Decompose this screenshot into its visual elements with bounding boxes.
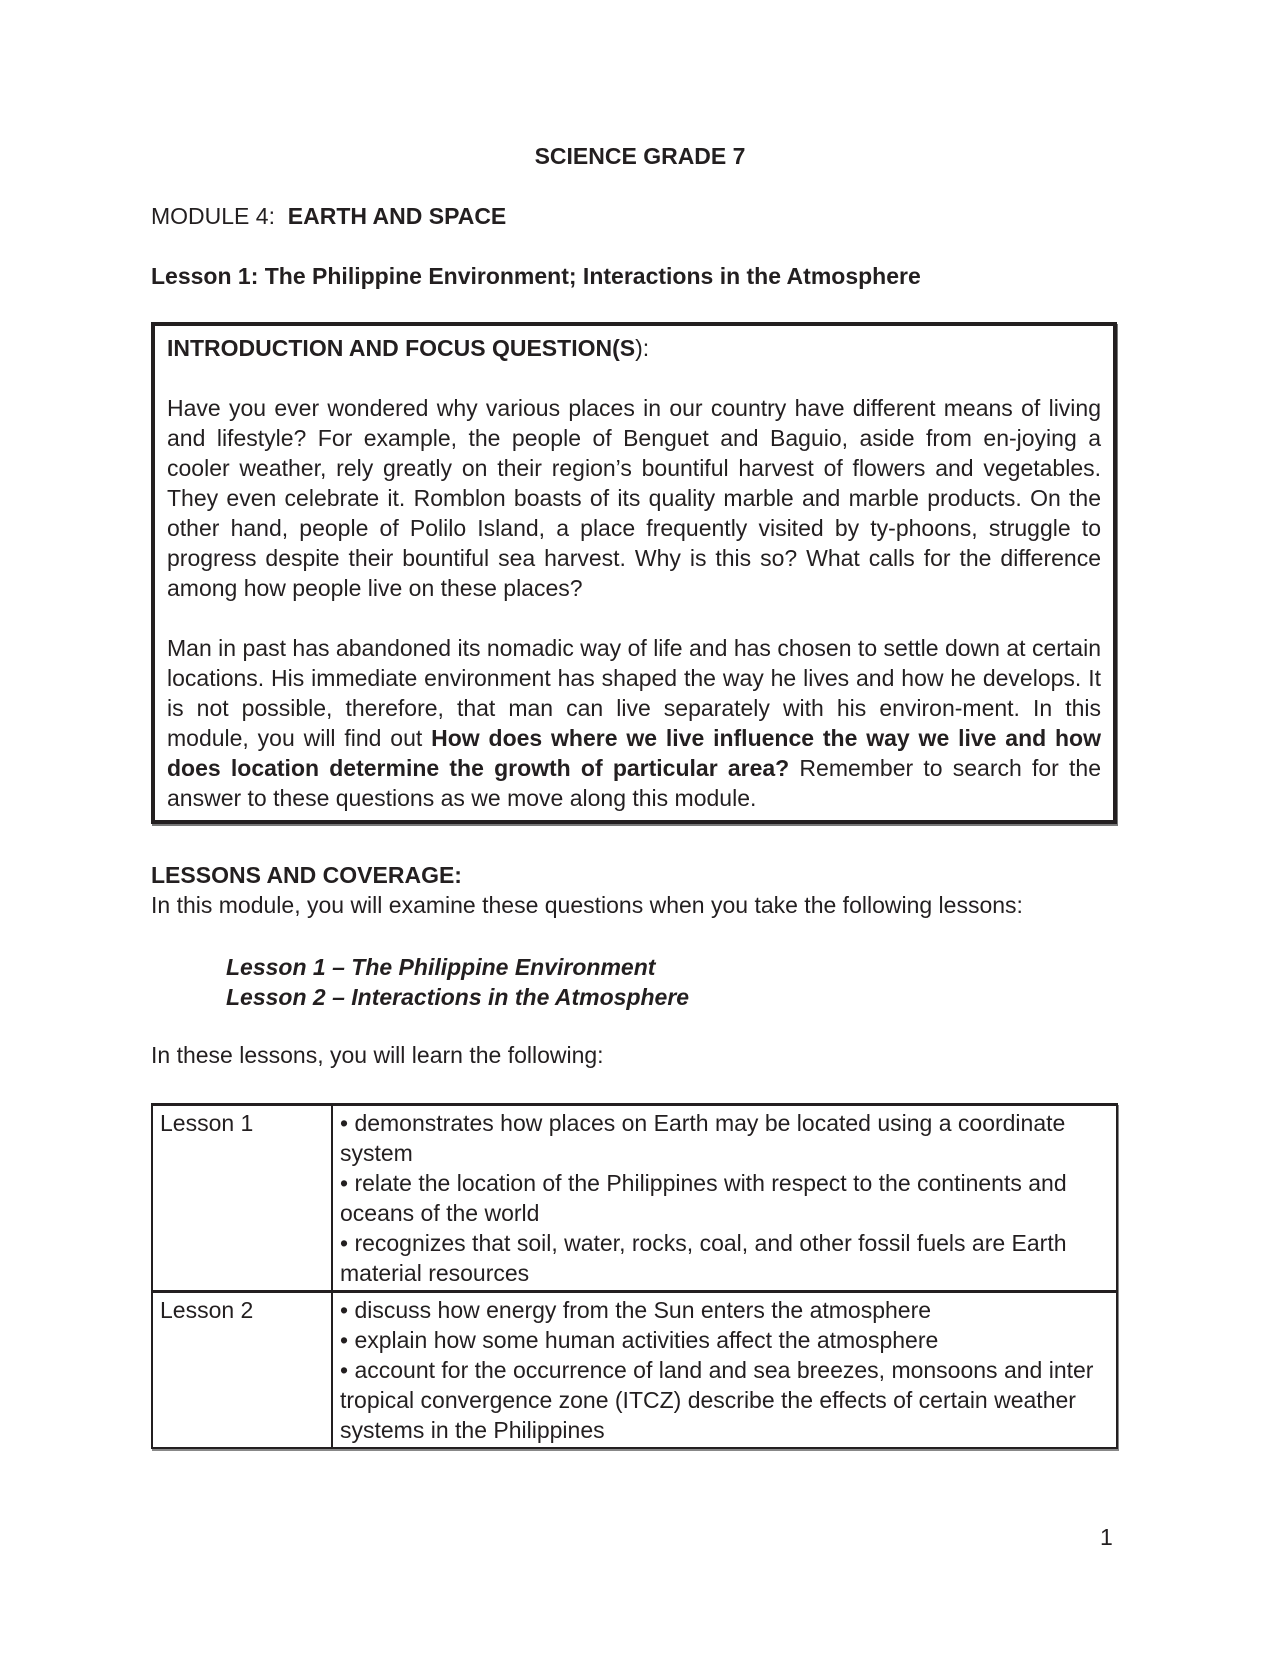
objectives-cell [332, 1292, 1117, 1449]
lessons-list [226, 952, 689, 1012]
objective-item: • demonstrates how places on Earth may be located using a coordinate system [340, 1110, 1066, 1166]
lesson-list-item: Lesson 1 – The Philippine Environment [226, 954, 656, 980]
objective-item: • relate the location of the Philippines with respect to the continents and oceans of the world [340, 1170, 1067, 1226]
module-name: EARTH AND SPACE [287, 203, 507, 229]
lesson-cell: Lesson 2 [152, 1292, 332, 1449]
objectives-table [151, 1103, 1118, 1449]
introduction-focus-box [151, 322, 1117, 824]
lesson-heading: Lesson 1: The Philippine Environment; Interactions in the Atmosphere [151, 263, 921, 289]
document-title: SCIENCE GRADE 7 [534, 143, 746, 169]
focus-question: How does where we live influence the way we live and how does location determine the growth of particular area? [167, 725, 1101, 781]
objective-item: • explain how some human activities affect the atmosphere [340, 1327, 939, 1353]
focus-paragraph-1: Have you ever wondered why various places in our country have different means of living and lifestyle? For example, the people of Benguet and Baguio, aside from en-joying a cooler weather, rely greatly on their region’s bountiful harvest of flowers and vegetables. They even celebrate it. Romblon boasts of its quality marble and marble products. On the other hand, people of Polilo Island, a place frequently visited by ty-phoons, struggle to progress despite their bountiful sea harvest. Why is this so? What calls for the difference among how people live on these places? [167, 395, 1101, 601]
focus-paragraph-2: Man in past has abandoned its nomadic way of life and has chosen to settle down at certain locations. His immediate environment has shaped the way he lives and how he develops. It is not possible, therefore, that man can live separately with his environ-ment. In this module, you will find out How does where we live influence the way we live and how does location determine the growth of particular area? Remember to search for the answer to these questions as we move along this module. [167, 635, 1101, 811]
objective-item: • account for the occurrence of land and sea breezes, monsoons and inter tropical convergence zone (ITCZ) describe the effects of certain weather systems in the Philippines [340, 1357, 1094, 1443]
lesson-cell: Lesson 1 [152, 1105, 332, 1292]
objective-item: • recognizes that soil, water, rocks, coal, and other fossil fuels are Earth material resources [340, 1230, 1067, 1286]
lessons-coverage-intro: In this module, you will examine these questions when you take the following lessons: [151, 892, 1023, 918]
objectives-cell [332, 1105, 1117, 1292]
lesson-list-item: Lesson 2 – Interactions in the Atmosphere [226, 984, 690, 1010]
module-label: MODULE 4: [151, 203, 275, 229]
lessons-coverage-heading: LESSONS AND COVERAGE: [151, 862, 462, 888]
objective-item: • discuss how energy from the Sun enters the atmosphere [340, 1297, 932, 1323]
module-heading [151, 203, 506, 230]
table-row [152, 1105, 1117, 1292]
table-row [152, 1292, 1117, 1449]
page-number: 1 [1100, 1524, 1113, 1550]
focus-box-title: INTRODUCTION AND FOCUS QUESTION(S): [167, 335, 650, 361]
learn-intro: In these lessons, you will learn the following: [151, 1042, 604, 1068]
